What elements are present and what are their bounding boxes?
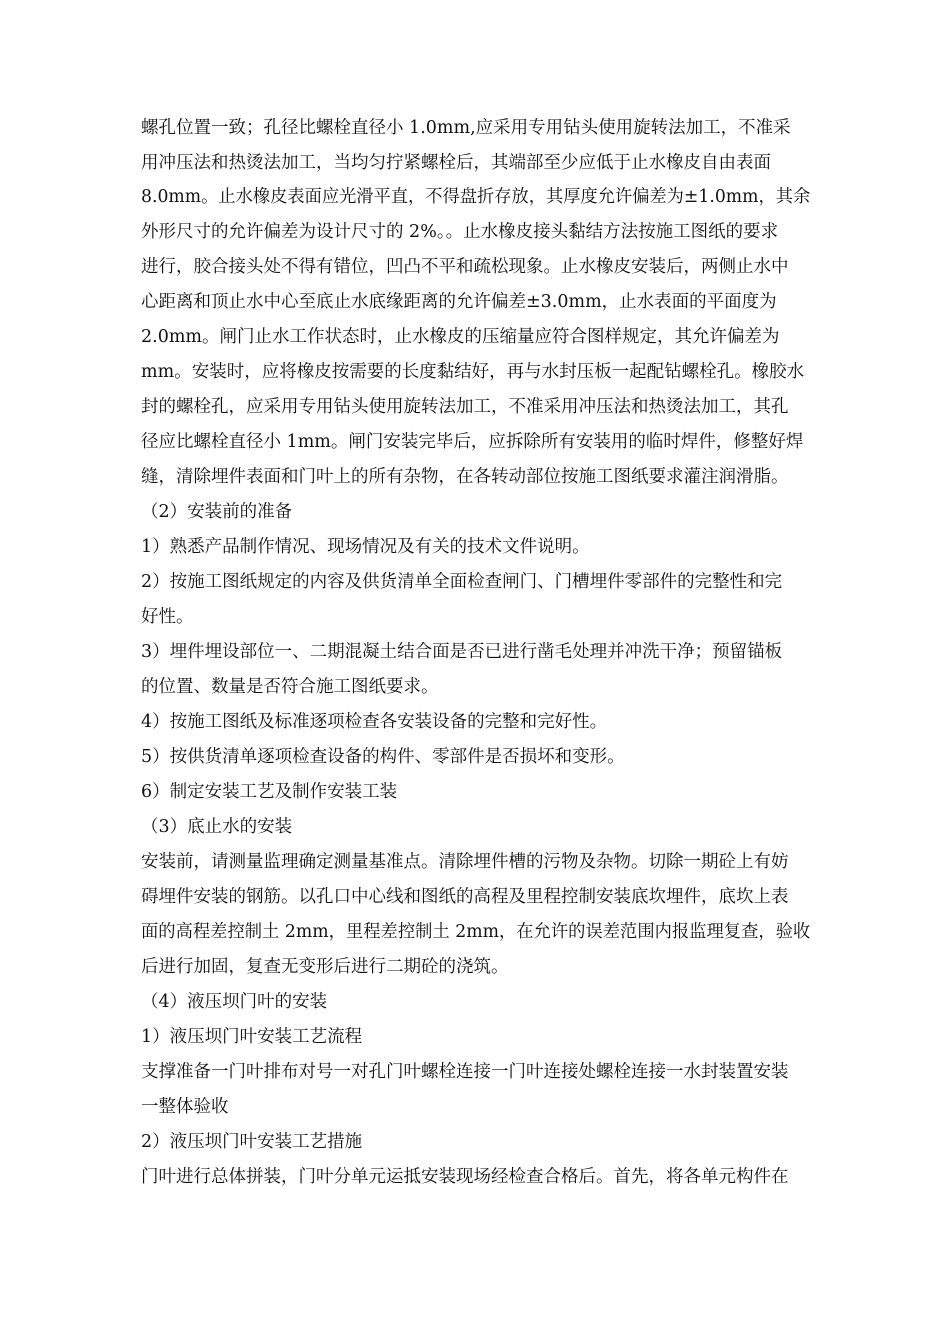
list-item: 1）熟悉产品制作情况、现场情况及有关的技术文件说明。	[141, 537, 590, 557]
paragraph-line: 碍埋件安装的钢筋。以孔口中心线和图纸的高程及里程控制安装底坎埋件，底坎上表	[141, 887, 789, 907]
section-heading: （4）液压坝门叶的安装	[141, 992, 328, 1012]
paragraph-line: 8.0mm。止水橡皮表面应光滑平直，不得盘折存放，其厚度允许偏差为±1.0mm，其余	[141, 187, 811, 207]
paragraph-line: 径应比螺栓直径小 1mm。闸门安装完毕后，应拆除所有安装用的临时焊件，修整好焊	[141, 432, 804, 452]
list-item: 2）按施工图纸规定的内容及供货清单全面检查闸门、门槽埋件零部件的完整性和完	[141, 572, 783, 592]
list-item-continuation: 好性。	[141, 607, 194, 627]
paragraph-line: 进行，胶合接头处不得有错位，凹凸不平和疏松现象。止水橡皮安装后，两侧止水中	[141, 257, 789, 277]
section-heading: （2）安装前的准备	[141, 502, 293, 522]
paragraph-line: 门叶进行总体拼装，门叶分单元运抵安装现场经检查合格后。首先，将各单元构件在	[141, 1167, 789, 1187]
list-item: 4）按施工图纸及标准逐项检查各安装设备的完整和完好性。	[141, 712, 608, 732]
paragraph-line: 后进行加固，复查无变形后进行二期砼的浇筑。	[141, 957, 509, 977]
paragraph-line: 面的高程差控制土 2mm，里程差控制土 2mm，在允许的误差范围内报监理复查，验收	[141, 922, 811, 942]
paragraph-line: 支撑准备一门叶排布对号一对孔门叶螺栓连接一门叶连接处螺栓连接一水封装置安装	[141, 1062, 789, 1082]
list-item: 6）制定安装工艺及制作安装工装	[141, 782, 398, 802]
paragraph-line: 螺孔位置一致；孔径比螺栓直径小 1.0mm,应采用专用钻头使用旋转法加工，不准采	[141, 118, 791, 138]
paragraph-line: 2.0mm。闸门止水工作状态时，止水橡皮的压缩量应符合图样规定，其允许偏差为	[141, 327, 780, 347]
paragraph-line: 用冲压法和热烫法加工，当均匀拧紧螺栓后，其端部至少应低于止水橡皮自由表面	[141, 153, 771, 173]
paragraph-line: 安装前，请测量监理确定测量基准点。清除埋件槽的污物及杂物。切除一期砼上有妨	[141, 852, 789, 872]
section-heading: （3）底止水的安装	[141, 817, 293, 837]
paragraph-line: mm。安装时，应将橡皮按需要的长度黏结好，再与水封压板一起配钻螺栓孔。橡胶水	[141, 362, 805, 382]
paragraph-line: 外形尺寸的允许偏差为设计尺寸的 2%。。止水橡皮接头黏结方法按施工图纸的要求	[141, 222, 779, 242]
list-item: 2）液压坝门叶安装工艺措施	[141, 1132, 363, 1152]
list-item: 3）埋件埋设部位一、二期混凝土结合面是否已进行凿毛处理并冲洗干净；预留锚板	[141, 642, 783, 662]
list-item: 5）按供货清单逐项检查设备的构件、零部件是否损坏和变形。	[141, 747, 625, 767]
paragraph-line: 封的螺栓孔，应采用专用钻头使用旋转法加工，不准采用冲压法和热烫法加工，其孔	[141, 397, 789, 417]
list-item-continuation: 的位置、数量是否符合施工图纸要求。	[141, 677, 439, 697]
paragraph-line: 心距离和顶止水中心至底止水底缘距离的允许偏差±3.0mm，止水表面的平面度为	[141, 292, 777, 312]
paragraph-line: 一整体验收	[141, 1097, 229, 1117]
paragraph-line: 缝，清除埋件表面和门叶上的所有杂物，在各转动部位按施工图纸要求灌注润滑脂。	[141, 467, 789, 487]
list-item: 1）液压坝门叶安装工艺流程	[141, 1027, 363, 1047]
